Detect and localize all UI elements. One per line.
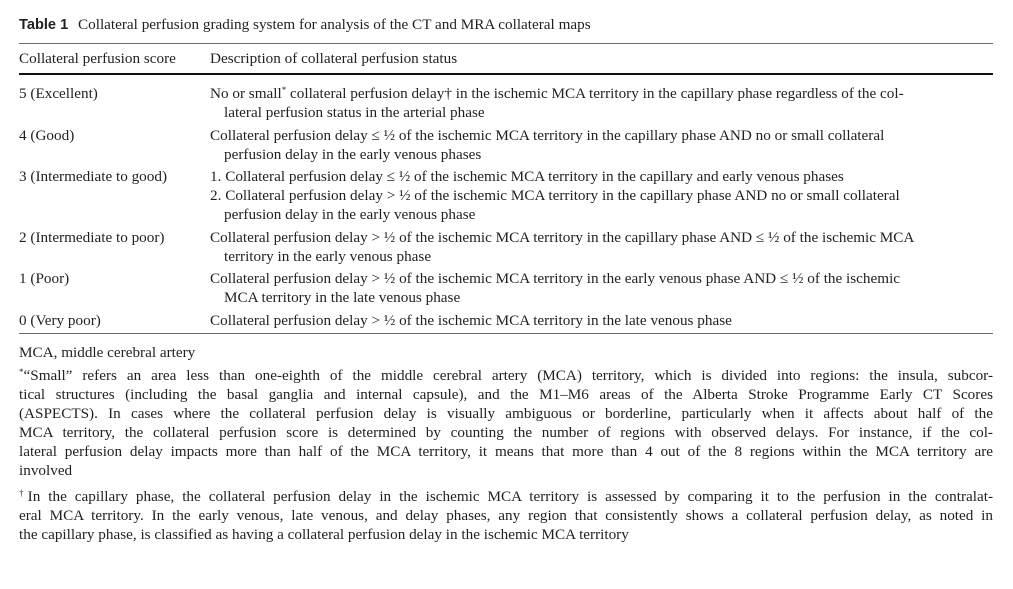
description-line: MCA territory in the late venous phase	[224, 289, 461, 306]
table-row	[19, 228, 993, 266]
header-description: Description of collateral perfusion status	[210, 50, 458, 67]
description-cell	[210, 167, 993, 224]
footnote-line: tical structures (including the basal ganglia and internal capsule), and the M1–M6 areas of the Alberta Stroke Programme Early CT Scores	[19, 386, 993, 403]
description-line: lateral perfusion status in the arterial phase	[224, 104, 485, 121]
capillary-phase-footnote	[19, 487, 993, 544]
table-row	[19, 311, 993, 330]
description-line: Collateral perfusion delay > ½ of the ischemic MCA territory in the early venous phase AND ≤ ½ of the ischemic	[210, 270, 901, 287]
table-title: Collateral perfusion grading system for analysis of the CT and MRA collateral maps	[78, 16, 591, 33]
desc-part: in the ischemic MCA territory in the capillary phase regardless of the col-	[451, 85, 904, 102]
score-cell: 1 (Poor)	[19, 270, 70, 287]
abbreviation-note: MCA, middle cerebral artery	[19, 344, 196, 361]
table-document	[19, 12, 993, 551]
description-line: perfusion delay in the early venous phases	[224, 145, 482, 163]
table-row	[19, 269, 993, 307]
asterisk-footnote-marker: *	[19, 367, 24, 377]
description-line	[210, 84, 993, 103]
asterisk-footnote-marker: *	[281, 85, 287, 95]
description-line: Collateral perfusion delay > ½ of the ischemic MCA territory in the capillary phase AND ≤ ½ of the ischemic MCA	[210, 228, 915, 246]
bottom-rule	[19, 333, 993, 334]
description-line: Collateral perfusion delay > ½ of the ischemic MCA territory in the late venous phase	[210, 311, 732, 329]
dagger-footnote-marker: †	[444, 85, 452, 102]
description-line: perfusion delay in the early venous phase	[224, 206, 476, 223]
footnote-line: MCA territory, the collateral perfusion score is determined by counting the number of regions with observed delays. For instance, if the col-	[19, 424, 993, 441]
description-cell	[210, 84, 993, 122]
table-row	[19, 126, 993, 164]
description-line: 1. Collateral perfusion delay ≤ ½ of the ischemic MCA territory in the capillary and early venous phases	[210, 168, 844, 185]
description-cell	[210, 228, 993, 266]
footnote-line: the capillary phase, is classified as having a collateral perfusion delay in the ischemic MCA territory	[19, 526, 629, 543]
footnote-line: involved	[19, 462, 73, 479]
table-row	[19, 84, 993, 122]
footnote-text: In the capillary phase, the collateral perfusion delay in the ischemic MCA territory is assessed by comparing it to the perfusion in the contralat-	[27, 488, 994, 505]
footnote-line: lateral perfusion delay impacts more than half of the MCA territory, it means that more than 4 out of the 8 regions within the MCA territory are	[19, 443, 993, 460]
description-cell	[210, 269, 993, 307]
score-cell: 0 (Very poor)	[19, 311, 101, 329]
description-line: territory in the early venous phase	[224, 247, 432, 265]
footnote-line	[19, 366, 993, 385]
description-line: Collateral perfusion delay ≤ ½ of the ischemic MCA territory in the capillary phase AND no or small collateral	[210, 126, 885, 144]
dagger-footnote-marker: †	[19, 488, 28, 498]
table-row	[19, 167, 993, 224]
footnote-line: (ASPECTS). In cases where the collateral perfusion delay is visually ambiguous or borderline, particularly when it affects about half of the	[19, 405, 993, 422]
header-score: Collateral perfusion score	[19, 50, 176, 67]
table-label: Table 1	[19, 17, 69, 33]
footnote-line: eral MCA territory. In the early venous, late venous, and delay phases, any region that consistently shows a collateral perfusion delay, as noted in	[19, 507, 993, 524]
score-cell: 3 (Intermediate to good)	[19, 168, 168, 185]
footnote-text: “Small” refers an area less than one-eighth of the middle cerebral artery (MCA) territory, which is divided into regions: the insula, subcor-	[23, 367, 993, 384]
description-line: 2. Collateral perfusion delay > ½ of the ischemic MCA territory in the capillary phase AND no or small collateral	[210, 187, 900, 204]
score-cell: 5 (Excellent)	[19, 85, 98, 102]
table-caption	[19, 12, 993, 38]
description-cell	[210, 311, 993, 330]
desc-part: No or small	[210, 85, 282, 102]
table-header-row	[19, 44, 993, 73]
desc-part: collateral perfusion delay	[286, 85, 445, 102]
table-footnotes	[19, 343, 993, 544]
small-definition-footnote	[19, 366, 993, 480]
score-cell: 4 (Good)	[19, 126, 75, 144]
score-cell: 2 (Intermediate to poor)	[19, 228, 165, 246]
footnote-line	[19, 487, 993, 506]
table-body	[19, 75, 993, 330]
description-cell	[210, 126, 993, 164]
